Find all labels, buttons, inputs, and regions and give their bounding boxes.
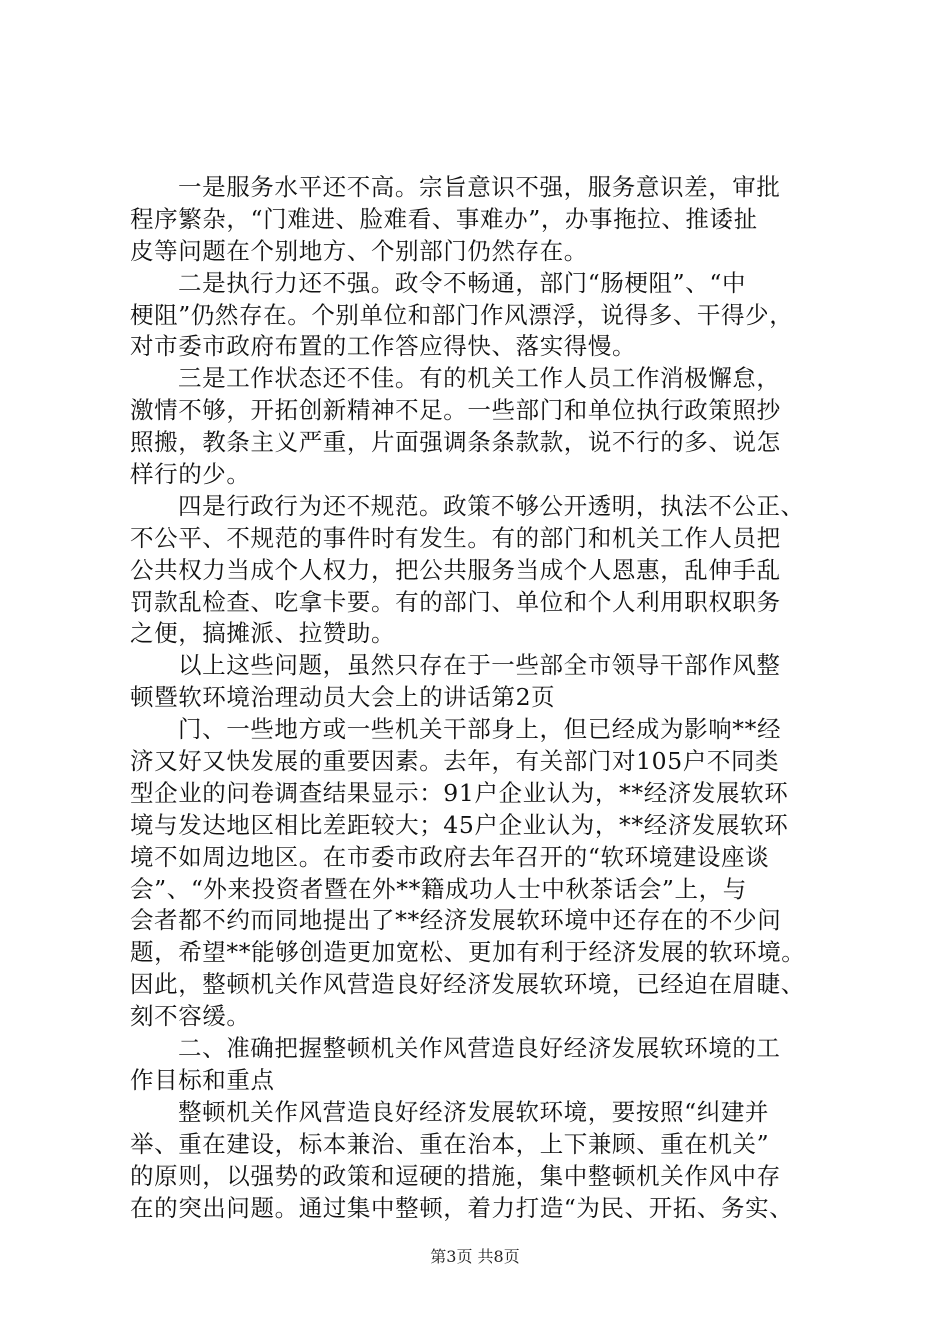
text-line: 四是行政行为还不规范。政策不够公开透明，执法不公正、 <box>178 491 805 520</box>
text-line: 境不如周边地区。在市委市政府去年召开的“软环境建设座谈 <box>130 842 770 871</box>
text-line: 程序繁杂，“门难进、脸难看、事难办”，办事拖拉、推诿扯 <box>130 204 758 233</box>
text-line: 在的突出问题。通过集中整顿，着力打造“为民、开拓、务实、 <box>130 1193 794 1222</box>
text-line: 整顿机关作风营造良好经济发展软环境，要按照“纠建并 <box>178 1097 770 1126</box>
text-line: 的原则，以强势的政策和逗硬的措施，集中整顿机关作风中存 <box>130 1161 781 1190</box>
text-line: 济又好又快发展的重要因素。去年，有关部门对105户不同类 <box>130 747 780 776</box>
text-line: 型企业的问卷调查结果显示：91户企业认为，**经济发展软环 <box>130 778 789 807</box>
text-line: 顿暨软环境治理动员大会上的讲话第2页 <box>130 683 556 712</box>
text-line: 举、重在建设，标本兼治、重在治本，上下兼顾、重在机关” <box>130 1129 770 1158</box>
text-line: 不公平、不规范的事件时有发生。有的部门和机关工作人员把 <box>130 523 781 552</box>
text-line: 题，希望**能够创造更加宽松、更加有利于经济发展的软环境。 <box>130 938 806 967</box>
text-line: 照搬，教条主义严重，片面强调条条款款，说不行的多、说怎 <box>130 428 781 457</box>
text-line: 二、准确把握整顿机关作风营造良好经济发展软环境的工 <box>178 1034 781 1063</box>
text-line: 会者都不约而同地提出了**经济发展软环境中还存在的不少问 <box>130 906 782 935</box>
text-line: 对市委市政府布置的工作答应得快、落实得慢。 <box>130 332 637 361</box>
text-line: 之便，搞摊派、拉赞助。 <box>130 619 396 648</box>
text-line: 激情不够，开拓创新精神不足。一些部门和单位执行政策照抄 <box>130 396 781 425</box>
text-line: 因此，整顿机关作风营造良好经济发展软环境，已经迫在眉睫、 <box>130 970 805 999</box>
text-line: 罚款乱检查、吃拿卡要。有的部门、单位和个人利用职权职务 <box>130 587 781 616</box>
text-line: 会”、“外来投资者暨在外**籍成功人士中秋茶话会”上，与 <box>130 874 747 903</box>
text-line: 刻不容缓。 <box>130 1002 251 1031</box>
text-line: 梗阻”仍然存在。个别单位和部门作风漂浮，说得多、干得少， <box>130 300 794 329</box>
text-line: 境与发达地区相比差距较大；45户企业认为，**经济发展软环 <box>130 810 789 839</box>
text-line: 二是执行力还不强。政令不畅通，部门“肠梗阻”、“中 <box>178 268 747 297</box>
text-line: 作目标和重点 <box>130 1065 275 1094</box>
text-line: 公共权力当成个人权力，把公共服务当成个人恩惠，乱伸手乱 <box>130 555 781 584</box>
text-line: 门、一些地方或一些机关干部身上，但已经成为影响**经 <box>178 715 782 744</box>
document-body <box>130 172 855 1224</box>
text-line: 皮等问题在个别地方、个别部门仍然存在。 <box>130 236 588 265</box>
text-line: 一是服务水平还不高。宗旨意识不强，服务意识差，审批 <box>178 173 781 201</box>
text-line: 以上这些问题，虽然只存在于一些部全市领导干部作风整 <box>178 651 781 680</box>
text-line: 三是工作状态还不佳。有的机关工作人员工作消极懈怠， <box>178 364 781 393</box>
text-line: 样行的少。 <box>130 460 251 489</box>
page-footer: 第3页 共8页 <box>430 1247 520 1266</box>
